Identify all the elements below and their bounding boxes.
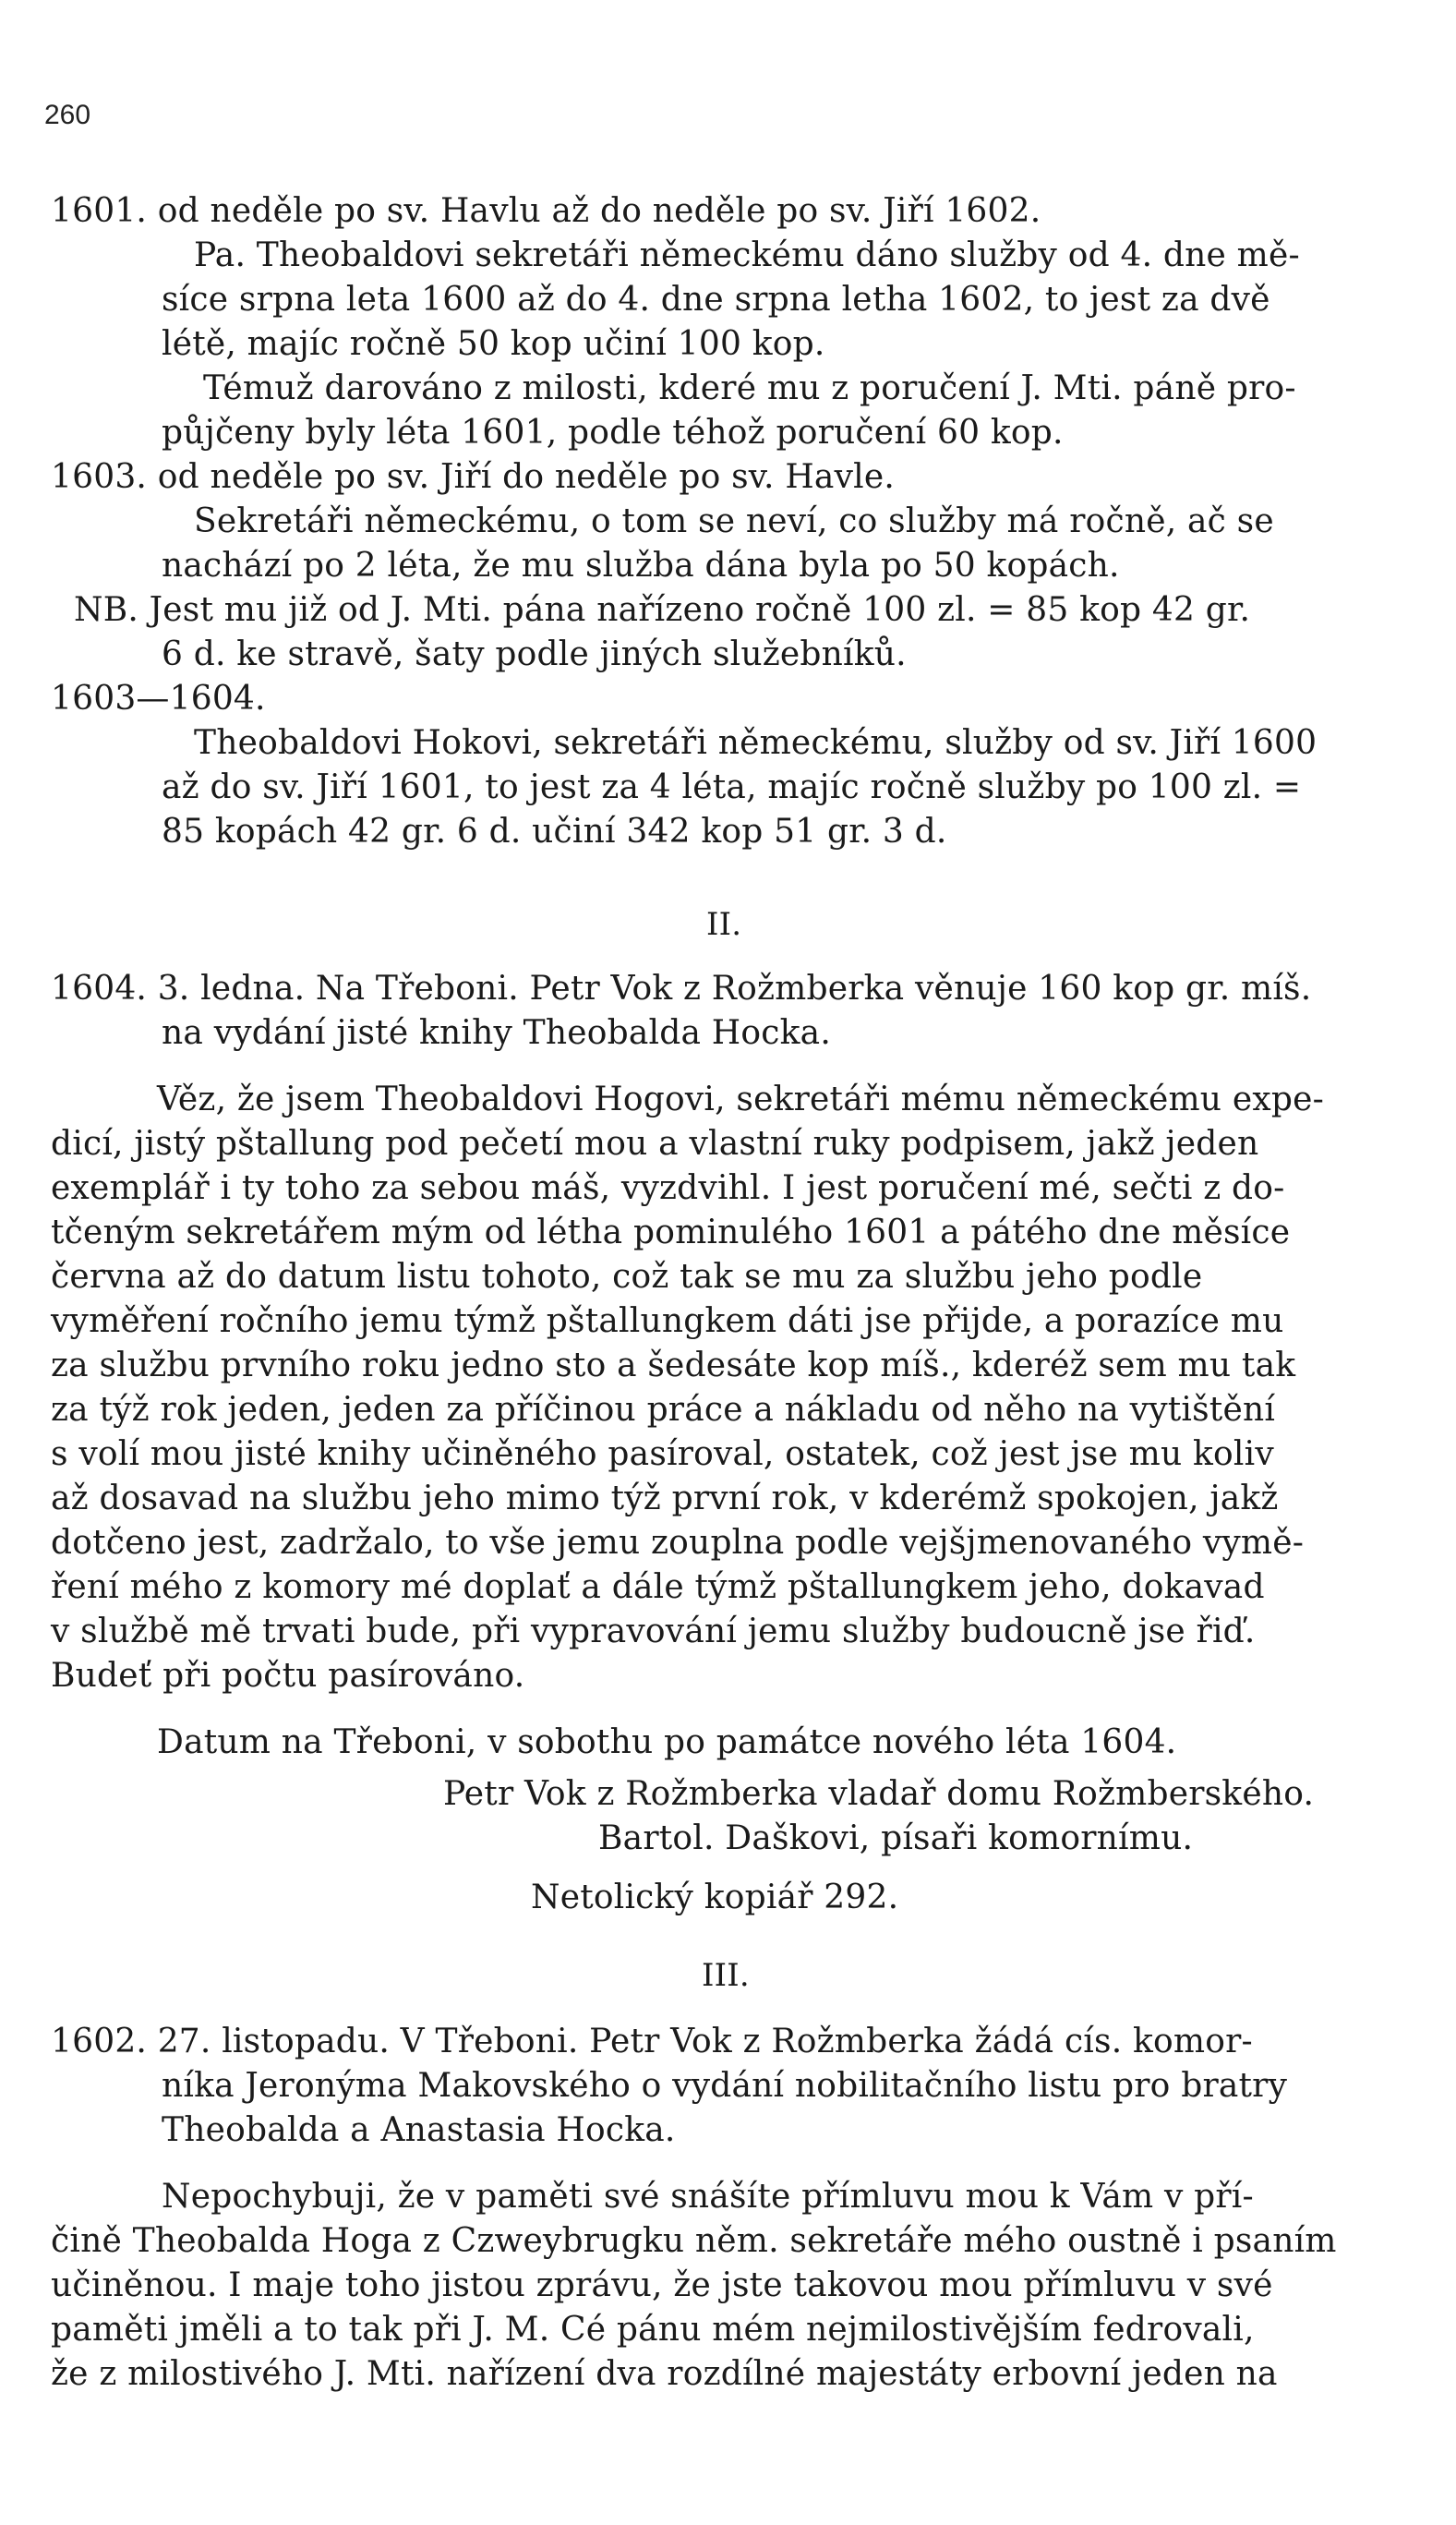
paragraph-line: až dosavad na službu jeho mimo týž první rok, v kderémž spokojen, jakž — [51, 1480, 1279, 1517]
paragraph-line: tčeným sekretářem mým od létha pominulého 1601 a pátého dne měsíce — [51, 1214, 1291, 1251]
text-line: Sekretáři německému, o tom se neví, co služby má ročně, ač se — [194, 502, 1274, 540]
paragraph-line: ření mého z komory mé doplať a dále týmž pštallungkem jeho, dokavad — [51, 1568, 1265, 1606]
section-heading: níka Jeronýma Makovského o vydání nobilitačního listu pro bratry — [162, 2067, 1288, 2105]
paragraph-line: učiněnou. I maje toho jistou zprávu, že jste takovou mou přímluvu v své — [51, 2266, 1273, 2304]
paragraph-line: dotčeno jest, zadržalo, to vše jemu zouplna podle vejšjmenovaného vymě- — [51, 1524, 1305, 1562]
entry-date-1603-1604: 1603—1604. — [51, 680, 266, 718]
text-line: síce srpna leta 1600 až do 4. dne srpna letha 1602, to jest za dvě — [162, 281, 1270, 319]
paragraph-line: paměti jměli a to tak při J. M. Cé pánu mém nejmilostivějším fedrovali, — [51, 2311, 1255, 2349]
paragraph-line: za službu prvního roku jedno sto a šedesáte kop míš., kderéž sem mu tak — [51, 1347, 1296, 1384]
datum-line: Datum na Třeboni, v sobothu po památce nového léta 1604. — [157, 1723, 1177, 1761]
section-heading: Theobalda a Anastasia Hocka. — [162, 2111, 676, 2149]
paragraph-line: Nepochybuji, že v paměti své snášíte přímluvu mou k Vám v pří- — [162, 2178, 1254, 2216]
source-citation: Netolický kopiář 292. — [531, 1879, 899, 1916]
signature-line: Bartol. Daškovi, písaři komornímu. — [598, 1819, 1194, 1857]
paragraph-line: dicí, jistý pštallung pod pečetí mou a vlastní ruky podpisem, jakž jeden — [51, 1125, 1259, 1163]
section-numeral-iii: III. — [702, 1957, 750, 1994]
nota-bene-line: NB. Jest mu již od J. Mti. pána nařízeno ročně 100 zl. = 85 kop 42 gr. — [74, 591, 1251, 629]
section-heading: 1602. 27. listopadu. V Třeboni. Petr Vok z Rožmberka žádá cís. komor- — [51, 2023, 1253, 2060]
paragraph-line: vyměření ročního jemu týmž pštallungkem dáti jse přijde, a porazíce mu — [51, 1302, 1284, 1340]
section-heading: 1604. 3. ledna. Na Třeboni. Petr Vok z Rožmberka věnuje 160 kop gr. míš. — [51, 970, 1312, 1008]
section-numeral-ii: II. — [706, 906, 742, 943]
paragraph-line: že z milostivého J. Mti. nařízení dva rozdílné majestáty erbovní jeden na — [51, 2355, 1278, 2393]
entry-date-1603: 1603. od neděle po sv. Jiří do neděle po sv. Havle. — [51, 458, 895, 496]
paragraph-line: čině Theobalda Hoga z Czweybrugku něm. sekretáře mého oustně i psaním — [51, 2222, 1337, 2260]
paragraph-line: Budeť při počtu pasírováno. — [51, 1657, 525, 1695]
section-heading: na vydání jisté knihy Theobalda Hocka. — [162, 1014, 831, 1052]
text-line: 85 kopách 42 gr. 6 d. učiní 342 kop 51 gr. 3 d. — [162, 813, 947, 851]
text-line: až do sv. Jiří 1601, to jest za 4 léta, majíc ročně služby po 100 zl. = — [162, 768, 1302, 806]
signature-line: Petr Vok z Rožmberka vladař domu Rožmberského. — [443, 1775, 1315, 1813]
paragraph-line: června až do datum listu tohoto, což tak se mu za službu jeho podle — [51, 1258, 1203, 1296]
paragraph-line: s volí mou jisté knihy učiněného pasíroval, ostatek, což jest jse mu koliv — [51, 1435, 1274, 1473]
text-line: Theobaldovi Hokovi, sekretáři německému, služby od sv. Jiří 1600 — [194, 724, 1318, 762]
text-line: Témuž darováno z milosti, kderé mu z poručení J. Mti. páně pro- — [203, 369, 1296, 407]
paragraph-line: v službě mě trvati bude, při vypravování jemu služby budoucně jse řiď. — [51, 1613, 1256, 1650]
paragraph-line: exemplář i ty toho za sebou máš, vyzdvihl. I jest poručení mé, sečti z do- — [51, 1169, 1285, 1207]
text-line: nachází po 2 léta, že mu služba dána byla po 50 kopách. — [162, 547, 1120, 585]
entry-date-1601: 1601. od neděle po sv. Havlu až do neděle po sv. Jiří 1602. — [51, 192, 1041, 230]
text-line: 6 d. ke stravě, šaty podle jiných služebníků. — [162, 635, 907, 673]
text-line: půjčeny byly léta 1601, podle téhož poručení 60 kop. — [162, 414, 1064, 452]
paragraph-line: za týž rok jeden, jeden za příčinou práce a nákladu od něho na vytištění — [51, 1391, 1276, 1429]
text-line: létě, majíc ročně 50 kop učiní 100 kop. — [162, 325, 825, 363]
page-number: 260 — [44, 100, 91, 130]
paragraph-line: Věz, že jsem Theobaldovi Hogovi, sekretáři mému německému expe- — [157, 1081, 1324, 1118]
text-line: Pa. Theobaldovi sekretáři německému dáno služby od 4. dne mě- — [194, 236, 1300, 274]
